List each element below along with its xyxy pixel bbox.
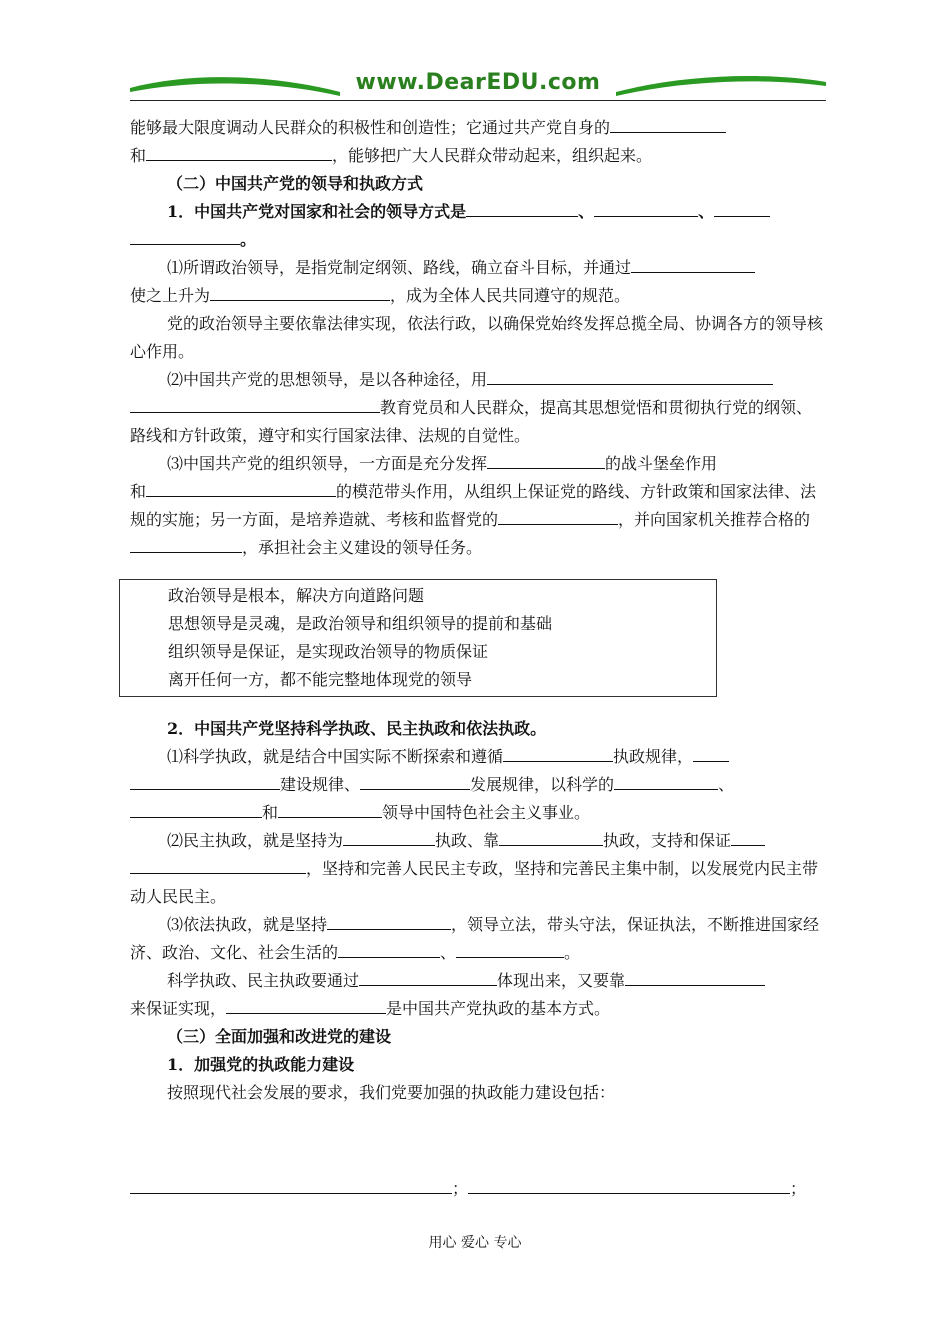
heading-2-2: 2．中国共产党坚持科学执政、民主执政和依法执政。 bbox=[167, 719, 547, 738]
answer-line-1: ； bbox=[130, 1175, 468, 1199]
site-brand: www.DearEDU.com bbox=[355, 70, 601, 95]
para-political-note: 党的政治领导主要依靠法律实现，依法行政，以确保党始终发挥总揽全局、协调各方的领导核心作用。 bbox=[130, 314, 824, 361]
para-capacity: 按照现代社会发展的要求，我们党要加强的执政能力建设包括： bbox=[167, 1083, 616, 1102]
header-rule bbox=[130, 100, 826, 101]
answer-line-2: ； bbox=[468, 1175, 806, 1199]
para-lawful: ⑶依法执政，就是坚持 ，领导立法，带头守法，保证执法，不断推进国家经济、政治、文化、社会生活的 、 。 bbox=[130, 911, 826, 967]
heading-section-2: （二）中国共产党的领导和执政方式 bbox=[167, 174, 424, 193]
page-footer: 用心 爱心 专心 bbox=[428, 1235, 522, 1251]
summary-box bbox=[119, 579, 717, 697]
heading-2-1: 1．中国共产党对国家和社会的领导方式是 、 、 。 bbox=[130, 198, 826, 254]
para-line1: 能够最大限度调动人民群众的积极性和创造性；它通过共产党自身的 bbox=[130, 114, 826, 142]
heading-section-3: （三）全面加强和改进党的建设 bbox=[167, 1027, 392, 1046]
para-democratic: ⑵民主执政，就是坚持为 执政、靠 执政，支持和保证 ，坚持和完善人民民主专政，坚持和完善民主集中制，以发展党内民主带动人民民主。 bbox=[130, 827, 826, 911]
para-political-leadership: ⑴所谓政治领导，是指党制定纲领、路线，确立奋斗目标，并通过 使之上升为 ，成为全体人民共同遵守的规范。 bbox=[130, 254, 826, 310]
para-ideological-leadership: ⑵中国共产党的思想领导，是以各种途径，用 教育党员和人民群众，提高其思想觉悟和贯彻执行党的纲领、路线和方针政策，遵守和实行国家法律、法规的自觉性。 bbox=[130, 366, 826, 450]
heading-3-1: 1．加强党的执政能力建设 bbox=[167, 1055, 355, 1074]
para-summary: 科学执政、民主执政要通过 体现出来，又要靠 来保证实现， 是中国共产党执政的基本方式。 bbox=[130, 967, 826, 1023]
para-organizational-leadership: ⑶中国共产党的组织领导，一方面是充分发挥 的战斗堡垒作用 和 的模范带头作用，从组织上保证党的路线、方针政策和国家法律、法规的实施；另一方面，是培养造就、考核和监督党的 ，并向国家机关推荐合格的，承担社会主义建设的领导任务。 bbox=[130, 450, 826, 562]
document-body bbox=[130, 114, 826, 1107]
box-line: 政治领导是根本，解决方向道路问题 bbox=[168, 586, 425, 605]
box-line: 思想领导是灵魂，是政治领导和组织领导的提前和基础 bbox=[168, 614, 553, 633]
box-line: 离开任何一方，都不能完整地体现党的领导 bbox=[168, 670, 473, 689]
para-scientific: ⑴科学执政，就是结合中国实际不断探索和遵循 执政规律， 建设规律、 发展规律，以科学的 、 和 领导中国特色社会主义事业。 bbox=[130, 743, 826, 827]
header-banner bbox=[130, 68, 826, 102]
box-line: 组织领导是保证，是实现政治领导的物质保证 bbox=[168, 642, 489, 661]
para-line2: 和 ，能够把广大人民群众带动起来，组织起来。 bbox=[130, 142, 826, 170]
